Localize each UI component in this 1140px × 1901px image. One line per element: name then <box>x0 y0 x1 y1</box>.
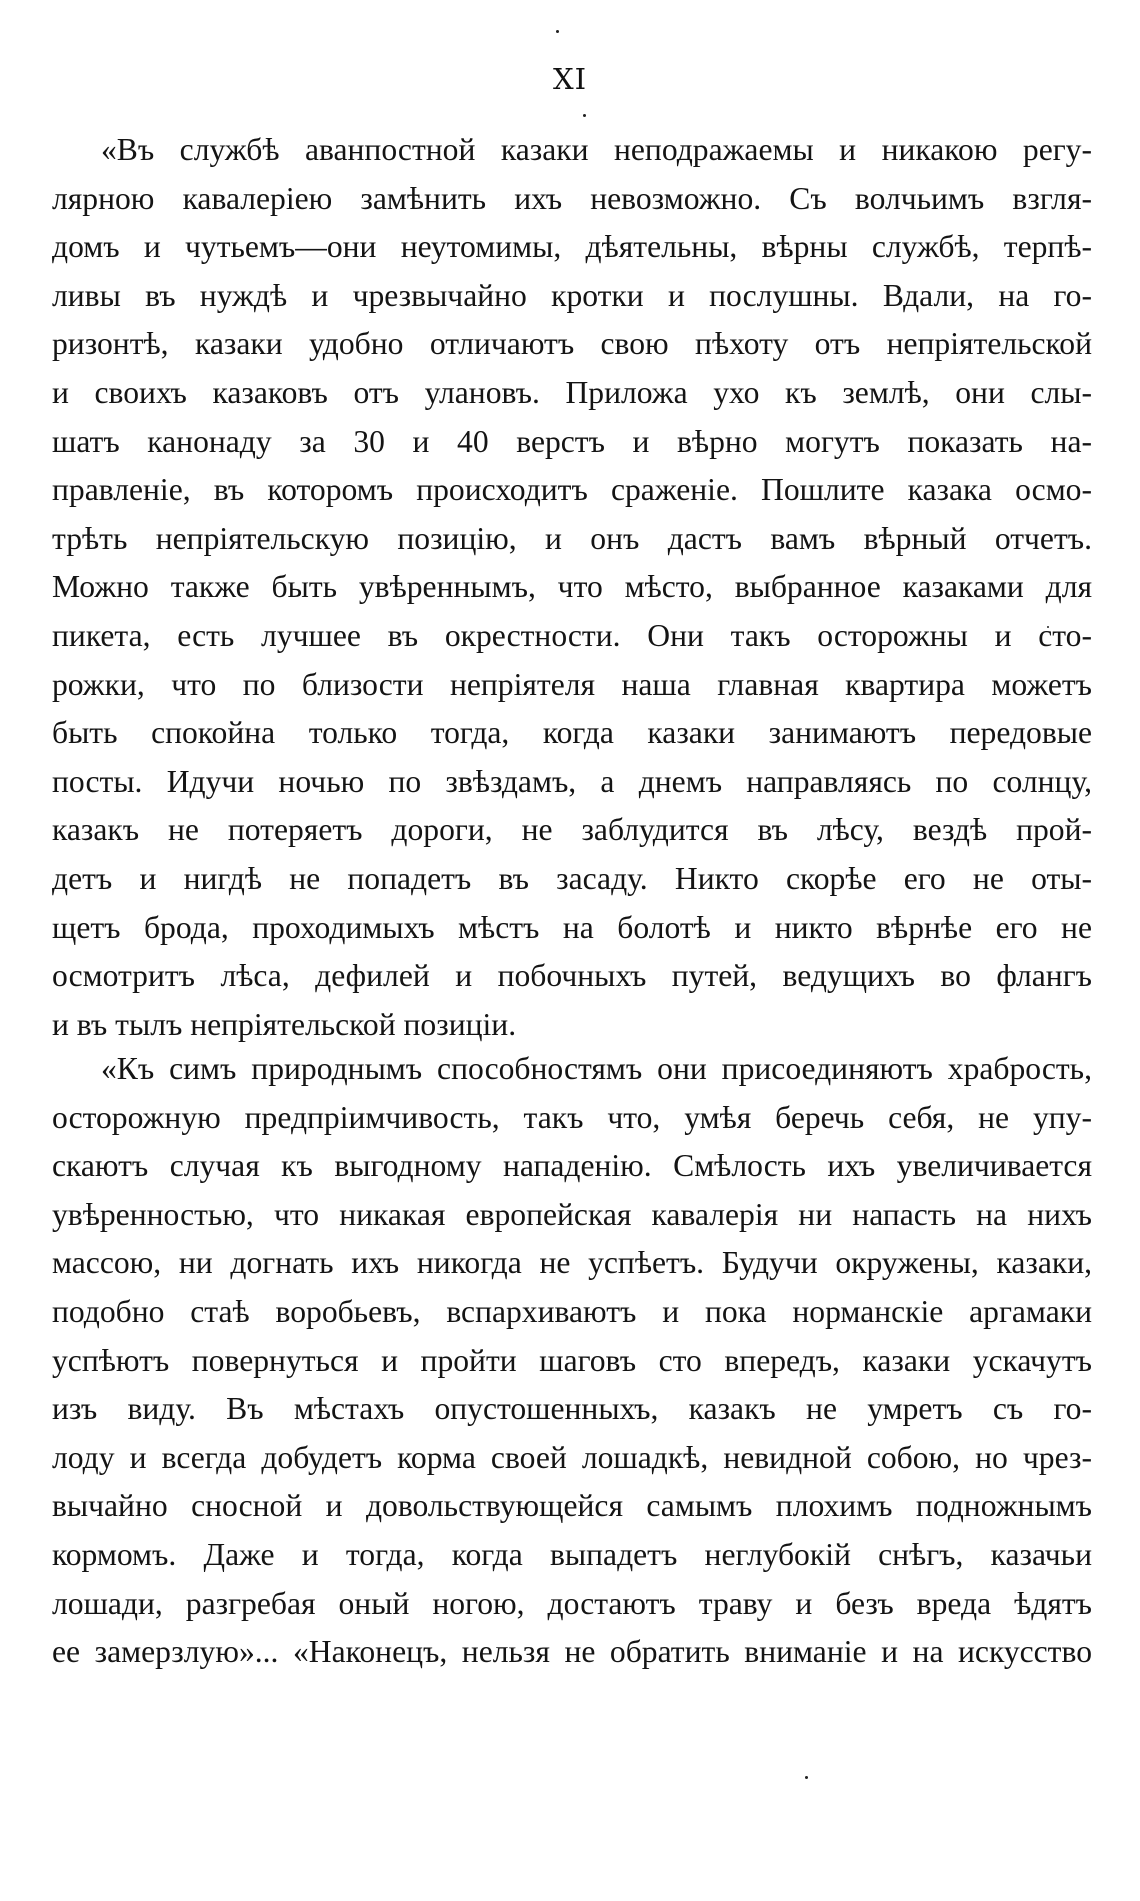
text-line: осторожную предпріимчивость, такъ что, умѣя беречь себя, не упу- <box>52 1099 1092 1135</box>
text-line: ее замерзлую»... «Наконецъ, нельзя не обратить вниманіе и на искусство <box>52 1634 1092 1670</box>
text-line: посты. Идучи ночью по звѣздамъ, а днемъ направляясь по солнцу, <box>52 763 1092 799</box>
text-line: подобно стаѣ воробьевъ, вспархиваютъ и пока норманскіе аргамаки <box>52 1293 1092 1329</box>
text-line: и въ тылъ непріятельской позиціи. <box>52 1006 517 1042</box>
text-line: лоду и всегда добудетъ корма своей лошадкѣ, невидной собою, но чрез- <box>52 1439 1092 1475</box>
text-line: ризонтѣ, казаки удобно отличаютъ свою пѣхоту отъ непріятельской <box>52 326 1092 362</box>
text-line: «Въ службѣ аванпостной казаки неподражаемы и никакою регу- <box>101 132 1092 167</box>
text-line: изъ виду. Въ мѣстахъ опустошенныхъ, казакъ не умретъ съ го- <box>52 1391 1092 1427</box>
text-line: осмотритъ лѣса, дефилей и побочныхъ путей, ведущихъ во флангъ <box>52 958 1092 994</box>
text-line: правленіе, въ которомъ происходитъ сраженіе. Пошлите казака осмо- <box>52 472 1092 508</box>
print-speck <box>583 114 586 117</box>
text-line: рожки, что по близости непріятеля наша главная квартира можетъ <box>52 666 1092 702</box>
paragraph-1 <box>52 126 1092 1049</box>
text-line: лярною кавалеріею замѣнить ихъ невозможно. Съ волчьимъ взгля- <box>52 180 1092 216</box>
text-line: детъ и нигдѣ не попадетъ въ засаду. Никто скорѣе его не оты- <box>52 860 1092 896</box>
text-line: увѣренностью, что никакая европейская кавалерія ни напасть на нихъ <box>52 1196 1092 1232</box>
text-line: и своихъ казаковъ отъ улановъ. Приложа ухо къ землѣ, они слы- <box>52 374 1092 410</box>
text-line: кормомъ. Даже и тогда, когда выпадетъ неглубокій снѣгъ, казачьи <box>52 1536 1092 1572</box>
text-line: массою, ни догнать ихъ никогда не успѣетъ. Будучи окружены, казаки, <box>52 1245 1092 1281</box>
text-line: «Къ симъ природнымъ способностямъ они присоединяютъ храбрость, <box>101 1051 1092 1086</box>
text-line: быть спокойна только тогда, когда казаки занимаютъ передовые <box>52 715 1092 751</box>
page-number: XI <box>552 62 588 96</box>
text-line: пикета, есть лучшее въ окрестности. Они такъ осторожны и сто- <box>52 617 1092 653</box>
paragraph-2 <box>52 1045 1092 1677</box>
text-line: шатъ канонаду за 30 и 40 верстъ и вѣрно могутъ показать на- <box>52 423 1092 459</box>
text-line: вычайно сносной и довольствующейся самымъ плохимъ подножнымъ <box>52 1488 1092 1524</box>
text-line: щетъ брода, проходимыхъ мѣстъ на болотѣ и никто вѣрнѣе его не <box>52 909 1092 945</box>
text-line: казакъ не потеряетъ дороги, не заблудится въ лѣсу, вездѣ прой- <box>52 812 1092 848</box>
print-speck <box>805 1776 808 1779</box>
text-line: успѣютъ повернуться и пройти шаговъ сто впередъ, казаки ускачутъ <box>52 1342 1092 1378</box>
text-line: Можно также быть увѣреннымъ, что мѣсто, выбранное казаками для <box>52 569 1092 605</box>
text-line: лошади, разгребая оный ногою, достаютъ траву и безъ вреда ѣдятъ <box>52 1585 1092 1621</box>
text-line: трѣть непріятельскую позицію, и онъ дастъ вамъ вѣрный отчетъ. <box>52 520 1092 556</box>
print-speck <box>556 30 559 33</box>
text-line: скаютъ случая къ выгодному нападенію. Смѣлость ихъ увеличивается <box>52 1148 1092 1184</box>
text-line: домъ и чутьемъ—они неутомимы, дѣятельны, вѣрны службѣ, терпѣ- <box>52 229 1092 265</box>
text-line: ливы въ нуждѣ и чрезвычайно кротки и послушны. Вдали, на го- <box>52 277 1092 313</box>
